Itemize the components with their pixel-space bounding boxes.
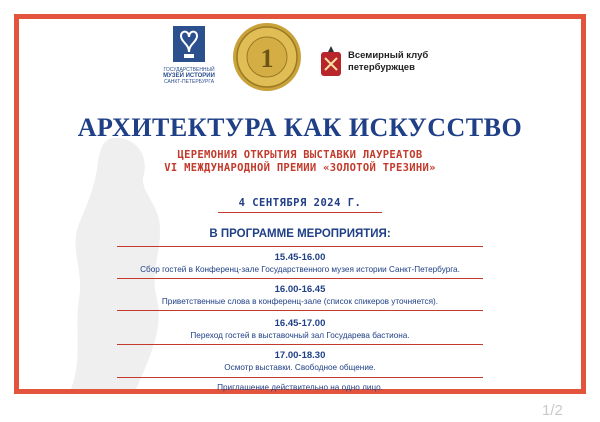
museum-emblem-icon <box>173 26 205 62</box>
program-item-3-desc: Переход гостей в выставочный зал Государева бастиона. <box>190 331 410 340</box>
museum-logo-line-2: МУЗЕЙ ИСТОРИИ <box>163 73 215 79</box>
program-divider <box>117 246 483 247</box>
museum-logo-line-3: САНКТ-ПЕТЕРБУРГА <box>163 79 215 85</box>
date-divider <box>218 212 382 213</box>
logo-bar <box>0 22 600 102</box>
program-heading: В ПРОГРАММЕ МЕРОПРИЯТИЯ: <box>209 228 391 240</box>
program-item-2-desc: Приветственные слова в конференц-зале (список спикеров уточняется). <box>161 297 439 306</box>
subtitle-line-1: ЦЕРЕМОНИЯ ОТКРЫТИЯ ВЫСТАВКИ ЛАУРЕАТОВ <box>177 149 423 161</box>
club-logo-line-2: петербуржцев <box>348 62 415 73</box>
page-title: АРХИТЕКТУРА КАК ИСКУССТВО <box>77 113 523 142</box>
program-divider <box>117 344 483 345</box>
museum-logo <box>160 26 218 85</box>
club-emblem-icon <box>318 46 344 80</box>
program-item-1-time: 15.45-16.00 <box>274 252 326 263</box>
club-logo-line-1: Всемирный клуб <box>348 50 429 61</box>
program-item-1-desc: Сбор гостей в Конференц-зале Государственного музея истории Санкт-Петербурга. <box>140 265 460 274</box>
program-item-4-time: 17.00-18.30 <box>274 350 326 361</box>
program-item-3-time: 16.45-17.00 <box>274 318 326 329</box>
program-item-2-time: 16.00-16.45 <box>274 284 326 295</box>
invitation-note: Приглашение действительно на одно лицо. <box>217 383 383 392</box>
program-divider <box>117 310 483 311</box>
club-logo <box>318 46 458 86</box>
program-divider <box>117 377 483 378</box>
svg-text:1: 1 <box>260 44 274 73</box>
museum-logo-line-1: ГОСУДАРСТВЕННЫЙ <box>163 67 215 73</box>
event-date: 4 СЕНТЯБРЯ 2024 Г. <box>238 197 362 209</box>
golden-trezini-medal-icon <box>232 22 302 92</box>
subtitle <box>0 149 600 175</box>
subtitle-line-2: VI МЕЖДУНАРОДНОЙ ПРЕМИИ «ЗОЛОТОЙ ТРЕЗИНИ» <box>164 162 436 174</box>
program-divider <box>117 278 483 279</box>
page-indicator: 1/2 <box>542 402 563 419</box>
program-item-4-desc: Осмотр выставки. Свободное общение. <box>224 363 376 372</box>
